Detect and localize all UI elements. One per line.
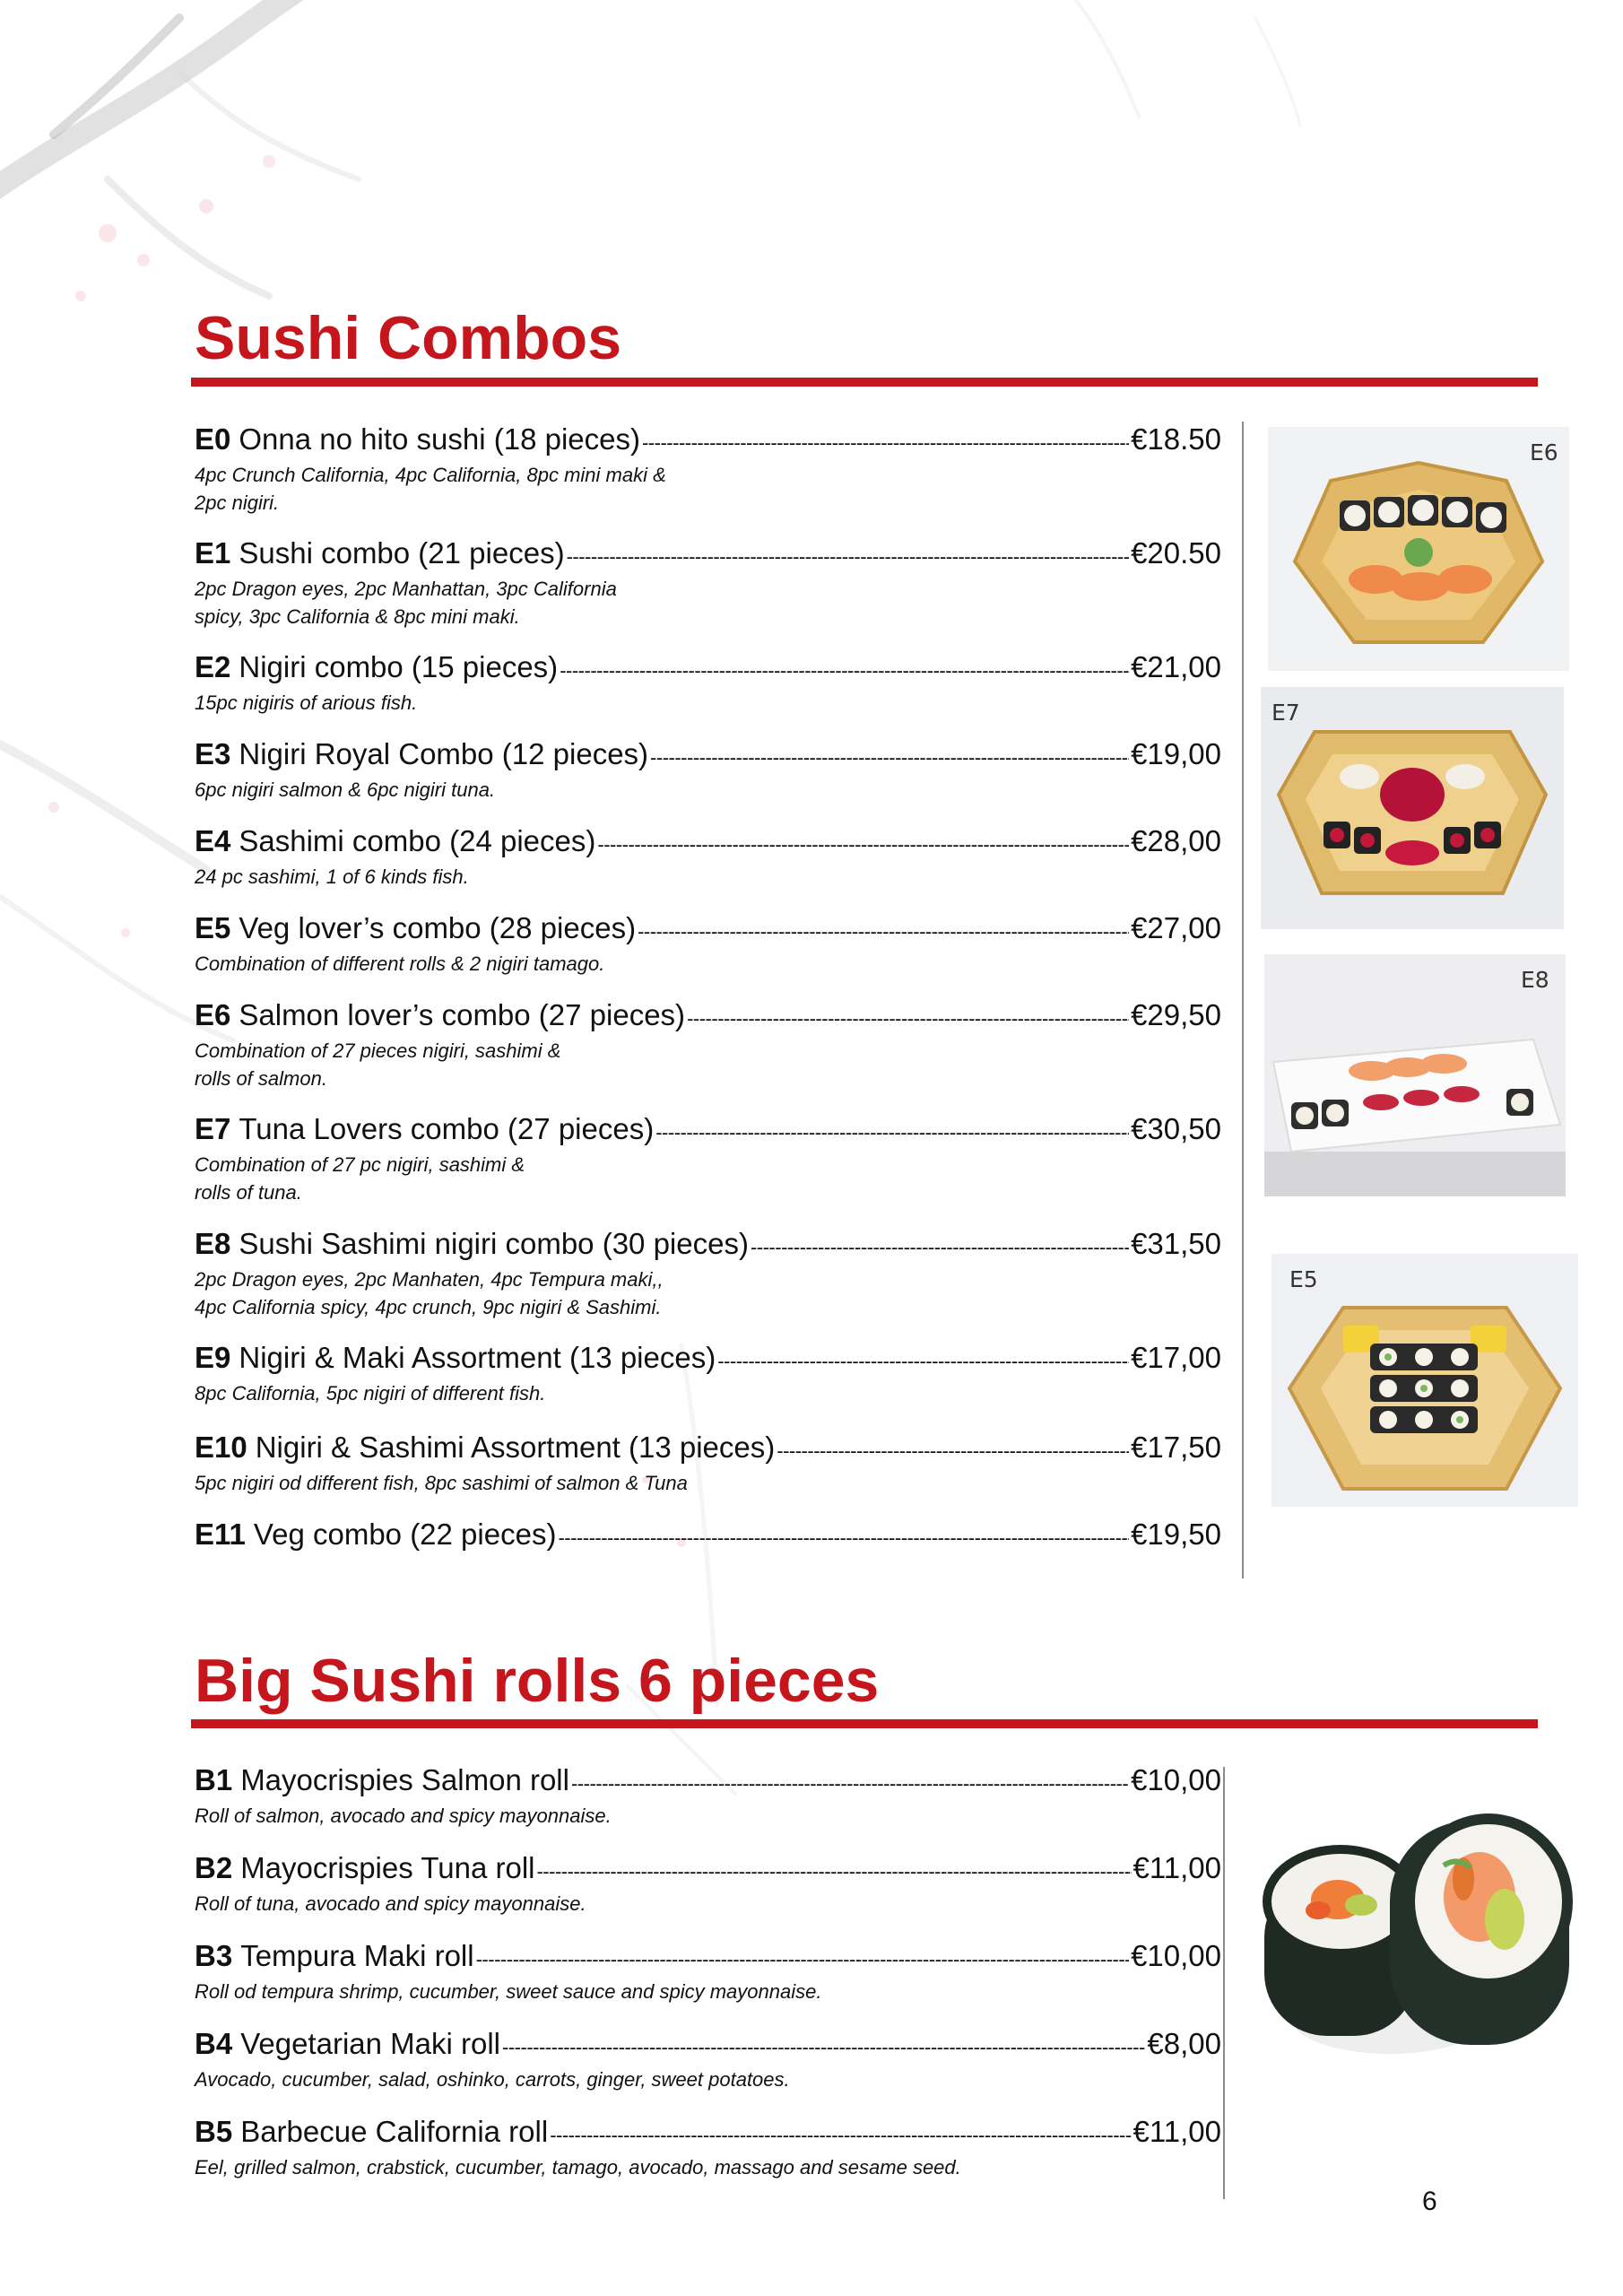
item-description: 8pc California, 5pc nigiri of different fish. [195, 1382, 546, 1405]
item-name: Tuna Lovers combo (27 pieces) [239, 1112, 655, 1145]
item-name: Sashimi combo (24 pieces) [239, 824, 596, 857]
menu-item-b1 [195, 1762, 1221, 1830]
item-name: Onna no hito sushi (18 pieces) [239, 422, 640, 456]
menu-item-e6 [195, 997, 1221, 1092]
item-name: Nigiri combo (15 pieces) [239, 650, 559, 683]
item-name: Vegetarian Maki roll [240, 2027, 501, 2060]
section-title-sushi-combos: Sushi Combos [195, 304, 622, 372]
item-price: €30,50 [1131, 1112, 1221, 1145]
item-code: E8 [195, 1227, 231, 1260]
item-description: Combination of 27 pc nigiri, sashimi & rolls of tuna. [195, 1153, 525, 1204]
item-code: B1 [195, 1763, 233, 1796]
photo-label: E7 [1271, 700, 1300, 726]
menu-item-e7 [195, 1111, 1221, 1206]
item-name: Barbecue California roll [240, 2115, 549, 2148]
item-description: Combination of 27 pieces nigiri, sashimi & rolls of salmon. [195, 1039, 561, 1090]
column-divider [1242, 422, 1244, 1578]
dot-leader [751, 1230, 1129, 1265]
item-price: €18.50 [1131, 422, 1221, 456]
item-code: B5 [195, 2115, 233, 2148]
menu-item-e8 [195, 1226, 1221, 1321]
item-name: Sushi combo (21 pieces) [239, 536, 565, 570]
item-name: Salmon lover’s combo (27 pieces) [239, 998, 686, 1031]
menu-item-b3 [195, 1938, 1221, 2005]
item-description: Avocado, cucumber, salad, oshinko, carrots, ginger, sweet potatoes. [195, 2068, 790, 2091]
item-description: 5pc nigiri od different fish, 8pc sashimi of salmon & Tuna [195, 1472, 688, 1494]
column-divider [1223, 1767, 1225, 2199]
item-name: Mayocrispies Tuna roll [240, 1851, 535, 1884]
dot-leader [567, 539, 1130, 575]
dot-leader [571, 1766, 1129, 1802]
item-code: B4 [195, 2027, 233, 2060]
item-name: Veg combo (22 pieces) [253, 1518, 557, 1551]
item-code: E6 [195, 998, 231, 1031]
item-price: €19,50 [1131, 1518, 1221, 1551]
item-description: 15pc nigiris of arious fish. [195, 691, 418, 714]
item-price: €27,00 [1131, 911, 1221, 944]
item-price: €19,00 [1131, 737, 1221, 770]
dot-leader [550, 2118, 1131, 2153]
item-code: E1 [195, 536, 231, 570]
item-code: E7 [195, 1112, 231, 1145]
item-description: 2pc Dragon eyes, 2pc Manhattan, 3pc California spicy, 3pc California & 8pc mini maki. [195, 578, 617, 628]
item-price: €10,00 [1131, 1939, 1221, 1972]
item-code: E5 [195, 911, 231, 944]
page-number: 6 [1422, 2187, 1437, 2216]
photo-label: E6 [1530, 439, 1558, 465]
photo-label: E8 [1521, 967, 1549, 993]
combo-photo-e5 [1271, 1254, 1578, 1507]
dot-leader [687, 1001, 1129, 1037]
item-price: €20.50 [1131, 536, 1221, 570]
item-code: E10 [195, 1431, 247, 1464]
item-code: E4 [195, 824, 231, 857]
dot-leader [655, 1115, 1129, 1151]
menu-item-e4 [195, 823, 1221, 891]
item-price: €29,50 [1131, 998, 1221, 1031]
item-price: €17,50 [1131, 1431, 1221, 1464]
menu-item-e0 [195, 422, 1221, 517]
menu-item-e1 [195, 535, 1221, 631]
item-description: 2pc Dragon eyes, 2pc Manhaten, 4pc Tempura maki,, 4pc California spicy, 4pc crunch, 9pc nigiri & Sashimi. [195, 1268, 664, 1318]
item-name: Nigiri Royal Combo (12 pieces) [239, 737, 649, 770]
item-description: Roll od tempura shrimp, cucumber, sweet sauce and spicy mayonnaise. [195, 1980, 822, 2003]
dot-leader [777, 1433, 1129, 1469]
photo-label: E5 [1289, 1266, 1318, 1292]
item-description: Roll of salmon, avocado and spicy mayonnaise. [195, 1805, 612, 1827]
menu-item-e2 [195, 649, 1221, 717]
item-price: €11,00 [1133, 2115, 1221, 2148]
dot-leader [502, 2030, 1145, 2066]
menu-item-b4 [195, 2026, 1221, 2093]
big-rolls-photo [1255, 1803, 1578, 2090]
item-price: €21,00 [1131, 650, 1221, 683]
item-code: E2 [195, 650, 231, 683]
section-divider [191, 378, 1538, 387]
menu-item-e11 [195, 1517, 1221, 1556]
item-code: E3 [195, 737, 231, 770]
item-name: Nigiri & Sashimi Assortment (13 pieces) [255, 1431, 776, 1464]
item-price: €28,00 [1131, 824, 1221, 857]
item-name: Mayocrispies Salmon roll [240, 1763, 569, 1796]
section-title-big-sushi-rolls: Big Sushi rolls 6 pieces [195, 1647, 880, 1715]
dot-leader [558, 1520, 1129, 1556]
menu-item-b2 [195, 1850, 1221, 1918]
menu-item-e9 [195, 1340, 1221, 1407]
menu-item-e5 [195, 910, 1221, 978]
item-code: B2 [195, 1851, 233, 1884]
item-price: €10,00 [1131, 1763, 1221, 1796]
item-price: €11,00 [1133, 1851, 1221, 1884]
item-name: Tempura Maki roll [240, 1939, 474, 1972]
item-price: €8,00 [1147, 2027, 1221, 2060]
item-code: E0 [195, 422, 231, 456]
item-code: E9 [195, 1341, 231, 1374]
dot-leader [642, 425, 1129, 461]
dot-leader [536, 1854, 1131, 1890]
item-description: 24 pc sashimi, 1 of 6 kinds fish. [195, 865, 469, 888]
dot-leader [717, 1344, 1129, 1379]
combo-photo-e8 [1264, 954, 1566, 1196]
dot-leader [638, 914, 1129, 950]
item-description: Combination of different rolls & 2 nigiri tamago. [195, 952, 605, 975]
menu-item-b5 [195, 2114, 1221, 2181]
item-price: €31,50 [1131, 1227, 1221, 1260]
combo-photo-e6 [1268, 427, 1569, 671]
section-divider [191, 1719, 1538, 1728]
item-name: Veg lover’s combo (28 pieces) [239, 911, 637, 944]
dot-leader [597, 827, 1129, 863]
item-code: B3 [195, 1939, 233, 1972]
item-name: Nigiri & Maki Assortment (13 pieces) [239, 1341, 716, 1374]
dot-leader [650, 740, 1129, 776]
combo-photo-e7 [1261, 687, 1564, 929]
item-description: Roll of tuna, avocado and spicy mayonnaise. [195, 1892, 586, 1915]
item-price: €17,00 [1131, 1341, 1221, 1374]
item-description: Eel, grilled salmon, crabstick, cucumber, tamago, avocado, massago and sesame seed. [195, 2156, 961, 2179]
item-description: 4pc Crunch California, 4pc California, 8pc mini maki & 2pc nigiri. [195, 464, 666, 514]
item-name: Sushi Sashimi nigiri combo (30 pieces) [239, 1227, 749, 1260]
dot-leader [476, 1942, 1129, 1978]
menu-item-e10 [195, 1430, 1221, 1497]
dot-leader [560, 653, 1129, 689]
menu-item-e3 [195, 736, 1221, 804]
item-description: 6pc nigiri salmon & 6pc nigiri tuna. [195, 778, 496, 801]
item-code: E11 [195, 1518, 246, 1551]
